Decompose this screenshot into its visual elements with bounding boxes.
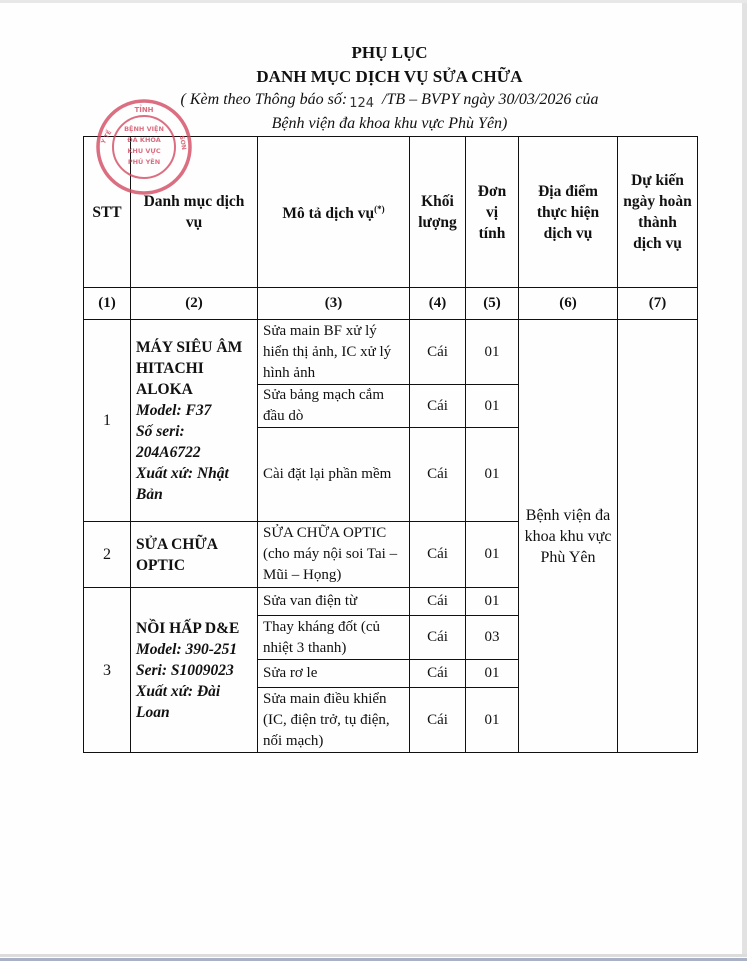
description-cell: Sửa main BF xử lý hiển thị ảnh, IC xử lý hình ảnh xyxy=(258,320,410,385)
description-cell: Cài đặt lại phần mềm xyxy=(258,428,410,522)
quantity-cell: Cái xyxy=(410,688,466,753)
index-cell: (2) xyxy=(131,288,258,320)
header-description-text: Mô tả dịch vụ xyxy=(282,205,375,223)
unit-cell: 01 xyxy=(466,428,519,522)
quantity-cell: Cái xyxy=(410,428,466,522)
unit-cell: 01 xyxy=(466,522,519,588)
index-cell: (5) xyxy=(466,288,519,320)
table-header-row xyxy=(84,137,698,288)
index-cell: (1) xyxy=(84,288,131,320)
document-reference xyxy=(83,91,696,109)
reference-suffix: /TB – BVPY ngày 30/03/2026 của xyxy=(382,91,599,108)
description-cell: Thay kháng đốt (củ nhiệt 3 thanh) xyxy=(258,616,410,660)
quantity-cell: Cái xyxy=(410,522,466,588)
category-detail: Xuất xứ: Đài Loan xyxy=(136,682,221,721)
description-cell: Sửa rơ le xyxy=(258,660,410,688)
stamp-ring-left: Y TẾ xyxy=(100,129,114,146)
header-stt: STT xyxy=(84,137,131,288)
index-cell: (6) xyxy=(519,288,618,320)
unit-cell: 03 xyxy=(466,616,519,660)
category-name: MÁY SIÊU ÂM HITACHI ALOKA xyxy=(136,338,243,398)
category-cell xyxy=(131,588,258,753)
description-cell: Sửa bảng mạch cắm đầu dò xyxy=(258,385,410,428)
document-title: PHỤ LỤC xyxy=(351,43,428,62)
stamp-center-line: BỆNH VIỆN xyxy=(124,125,164,133)
service-table xyxy=(83,136,698,753)
index-cell: (4) xyxy=(410,288,466,320)
reference-number: 124 xyxy=(349,96,375,111)
reference-prefix: ( Kèm theo Thông báo số: xyxy=(180,91,348,108)
quantity-cell: Cái xyxy=(410,616,466,660)
page-frame-right xyxy=(742,3,747,955)
stt-cell: 1 xyxy=(84,320,131,522)
index-cell: (7) xyxy=(618,288,698,320)
quantity-cell: Cái xyxy=(410,385,466,428)
stamp-center-line: KHU VỰC xyxy=(127,147,161,155)
index-cell: (3) xyxy=(258,288,410,320)
category-name: NỒI HẤP D&E xyxy=(136,619,240,637)
quantity-cell: Cái xyxy=(410,320,466,385)
header-description-sup: (*) xyxy=(374,204,385,215)
header-location: Địa điểm thực hiện dịch vụ xyxy=(519,137,618,288)
header-category: Danh mục dịch vụ xyxy=(131,137,258,288)
page-frame-bottom xyxy=(0,954,747,957)
stamp-center-line: ĐA KHOA xyxy=(127,136,161,144)
page-frame-top xyxy=(0,0,747,3)
description-cell: Sửa main điều khiển (IC, điện trở, tụ điện, nối mạch) xyxy=(258,688,410,753)
quantity-cell: Cái xyxy=(410,660,466,688)
stamp-center-line: PHÚ YÊN xyxy=(127,158,161,166)
stt-cell: 2 xyxy=(84,522,131,588)
category-detail: Số seri: 204A6722 xyxy=(136,422,201,461)
completion-cell xyxy=(618,320,698,753)
unit-cell: 01 xyxy=(466,385,519,428)
category-cell xyxy=(131,320,258,522)
category-detail: Xuất xứ: Nhật Bản xyxy=(136,464,229,503)
header-quantity: Khối lượng xyxy=(410,137,466,288)
document-subtitle: DANH MỤC DỊCH VỤ SỬA CHỮA xyxy=(256,67,523,86)
index-row xyxy=(84,288,698,320)
description-cell: Sửa van điện từ xyxy=(258,588,410,616)
document-reference-line2: Bệnh viện đa khoa khu vực Phù Yên) xyxy=(271,115,508,132)
table-row xyxy=(84,320,698,385)
category-cell xyxy=(131,522,258,588)
category-name: SỬA CHỮA OPTIC xyxy=(136,535,218,574)
unit-cell: 01 xyxy=(466,660,519,688)
header-unit: Đơn vị tính xyxy=(466,137,519,288)
location-cell: Bệnh viện đa khoa khu vực Phù Yên xyxy=(519,320,618,753)
stt-cell: 3 xyxy=(84,588,131,753)
stamp-ring-top: TỈNH xyxy=(134,106,154,114)
header-completion: Dự kiến ngày hoàn thành dịch vụ xyxy=(618,137,698,288)
description-cell: SỬA CHỮA OPTIC (cho máy nội soi Tai – Mũi – Họng) xyxy=(258,522,410,588)
unit-cell: 01 xyxy=(466,588,519,616)
category-detail: Model: F37 xyxy=(136,401,212,419)
unit-cell: 01 xyxy=(466,320,519,385)
unit-cell: 01 xyxy=(466,688,519,753)
header-description xyxy=(258,137,410,288)
category-detail: Model: 390-251 xyxy=(136,640,238,658)
stamp-ring-right: SƠN xyxy=(177,134,188,151)
quantity-cell: Cái xyxy=(410,588,466,616)
category-detail: Seri: S1009023 xyxy=(136,661,234,679)
